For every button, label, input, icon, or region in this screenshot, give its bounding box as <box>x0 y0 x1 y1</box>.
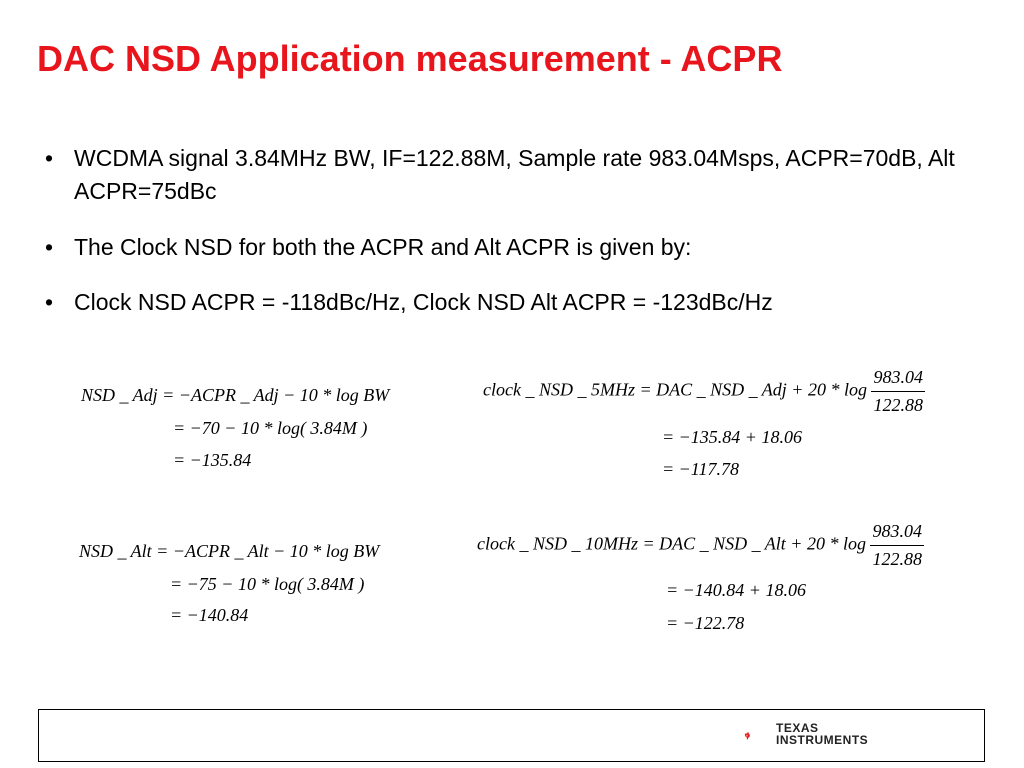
eq-clock10-lhs: clock _ NSD _ 10MHz = DAC _ NSD _ Alt + 20 * log <box>477 533 866 554</box>
bullet-item <box>45 142 985 208</box>
slide-title: DAC NSD Application measurement - ACPR <box>37 38 783 79</box>
ti-wordmark-line1: TEXAS <box>776 721 819 735</box>
ti-wordmark-line2: INSTRUMENTS <box>776 733 869 747</box>
bullet-item <box>45 231 985 264</box>
bullet-icon: • <box>45 145 54 171</box>
bullet-list <box>45 142 985 341</box>
eq-clock10-numerator: 983.04 <box>870 521 924 546</box>
bullet-text: WCDMA signal 3.84MHz BW, IF=122.88M, Sample rate 983.04Msps, ACPR=70dB, Alt ACPR=75dBc <box>74 145 955 204</box>
eq-clock5-line1 <box>483 367 925 416</box>
bullet-icon: • <box>45 289 54 315</box>
eq-adj-line2: = −70 − 10 * log( 3.84M ) <box>173 418 368 438</box>
bullet-text: Clock NSD ACPR = -118dBc/Hz, Clock NSD Alt ACPR = -123dBc/Hz <box>74 289 773 315</box>
eq-clock10-fraction <box>870 521 924 570</box>
eq-alt-line2: = −75 − 10 * log( 3.84M ) <box>170 574 365 594</box>
bullet-text: The Clock NSD for both the ACPR and Alt ACPR is given by: <box>74 234 692 260</box>
eq-clock5-line2: = −135.84 + 18.06 <box>662 427 802 447</box>
eq-clock5-lhs: clock _ NSD _ 5MHz = DAC _ NSD _ Adj + 20 * log <box>483 379 867 400</box>
eq-adj-line1: NSD _ Adj = −ACPR _ Adj − 10 * log BW <box>81 385 390 405</box>
eq-clock10-line1 <box>477 521 924 570</box>
eq-clock5-fraction <box>871 367 925 416</box>
bullet-item <box>45 286 985 319</box>
eq-clock5-numerator: 983.04 <box>871 367 925 392</box>
ti-logo-icon <box>744 718 774 754</box>
eq-clock10-line3: = −122.78 <box>666 613 745 633</box>
bullet-icon: • <box>45 234 54 260</box>
eq-clock10-denominator: 122.88 <box>872 549 922 569</box>
eq-alt-line3: = −140.84 <box>170 605 249 625</box>
ti-wordmark <box>776 722 868 746</box>
ti-logo-letters: ti <box>746 735 748 738</box>
eq-clock10-line2: = −140.84 + 18.06 <box>666 580 806 600</box>
eq-clock5-line3: = −117.78 <box>662 459 739 479</box>
eq-alt-line1: NSD _ Alt = −ACPR _ Alt − 10 * log BW <box>79 541 380 561</box>
eq-adj-line3: = −135.84 <box>173 450 252 470</box>
eq-clock5-denominator: 122.88 <box>873 395 923 415</box>
